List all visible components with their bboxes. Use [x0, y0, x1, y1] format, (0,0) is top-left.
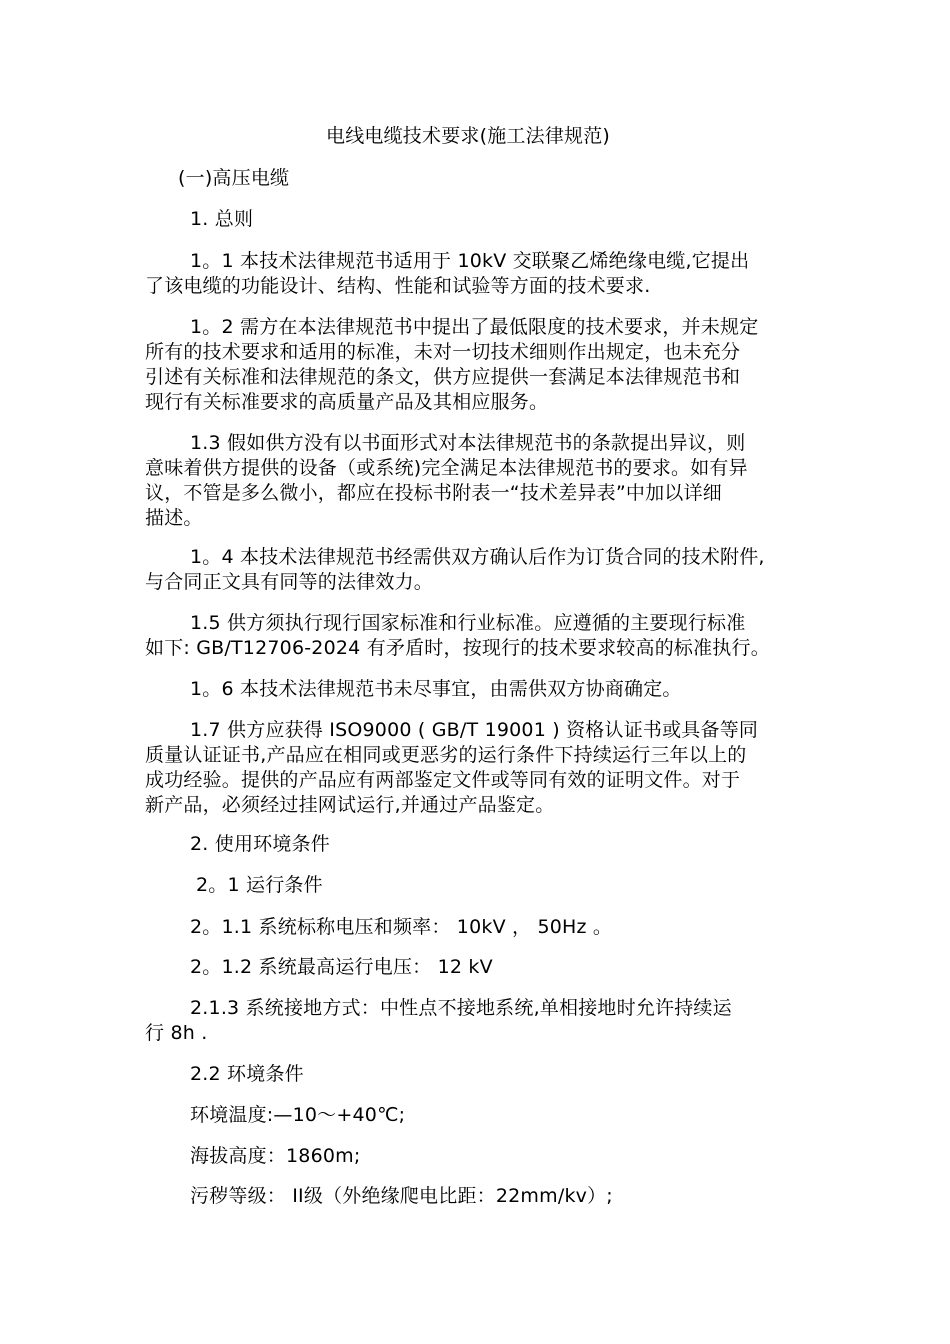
paragraph-1-2-line: 1。2 需方在本法律规范书中提出了最低限度的技术要求，并未规定 — [190, 316, 759, 338]
paragraph-1-4-line: 与合同正文具有同等的法律效力。 — [145, 571, 434, 593]
paragraph-1-5-line: 如下: GB/T12706-2024 有矛盾时，按现行的技术要求较高的标准执行。 — [145, 637, 770, 659]
paragraph-2-1-1: 2。1.1 系统标称电压和频率： 10kV ， 50Hz 。 — [190, 916, 613, 938]
paragraph-2-1-3-line: 行 8h . — [145, 1022, 208, 1044]
paragraph-1-2-line: 引述有关标准和法律规范的条文，供方应提供一套满足本法律规范书和 — [145, 366, 741, 388]
paragraph-1-7-line: 新产品，必须经过挂网试运行,并通过产品鉴定。 — [145, 794, 555, 816]
paragraph-1-3-line: 议，不管是多么微小，都应在投标书附表一“技术差异表”中加以详细 — [145, 482, 722, 504]
paragraph-1-1-line: 了该电缆的功能设计、结构、性能和试验等方面的技术要求. — [145, 275, 651, 297]
paragraph-1-3-line: 意味着供方提供的设备（或系统)完全满足本法律规范书的要求。如有异 — [145, 457, 748, 479]
paragraph-1-7-line: 质量认证证书,产品应在相同或更恶劣的运行条件下持续运行三年以上的 — [145, 744, 747, 766]
paragraph-1-2-line: 所有的技术要求和适用的标准，未对一切技术细则作出规定，也未充分 — [145, 341, 741, 363]
heading-environment: 2.2 环境条件 — [190, 1063, 304, 1085]
paragraph-1-3-line: 1.3 假如供方没有以书面形式对本法律规范书的条款提出异议，则 — [190, 432, 746, 454]
heading-environment-conditions: 2. 使用环境条件 — [190, 833, 330, 855]
heading-operating-conditions: 2。1 运行条件 — [196, 874, 323, 896]
paragraph-1-4-line: 1。4 本技术法律规范书经需供双方确认后作为订货合同的技术附件, — [190, 546, 765, 568]
paragraph-1-2-line: 现行有关标准要求的高质量产品及其相应服务。 — [145, 391, 549, 413]
paragraph-1-5-line: 1.5 供方须执行现行国家标准和行业标准。应遵循的主要现行标准 — [190, 612, 746, 634]
paragraph-1-6: 1。6 本技术法律规范书未尽事宜，由需供双方协商确定。 — [190, 678, 682, 700]
document-title: 电线电缆技术要求(施工法律规范) — [326, 125, 611, 147]
paragraph-1-7-line: 成功经验。提供的产品应有两部鉴定文件或等同有效的证明文件。对于 — [145, 769, 741, 791]
paragraph-1-1-line: 1。1 本技术法律规范书适用于 10kV 交联聚乙烯绝缘电缆,它提出 — [190, 250, 750, 272]
environment-temperature: 环境温度:—10～+40℃; — [190, 1104, 406, 1126]
paragraph-1-3-line: 描述。 — [145, 507, 203, 529]
heading-general: 1. 总则 — [190, 208, 254, 230]
environment-pollution-level: 污秽等级： II级（外绝缘爬电比距：22mm/kv）; — [190, 1185, 613, 1207]
section-heading-high-voltage-cable: (一)高压电缆 — [178, 167, 290, 189]
environment-altitude: 海拔高度：1860m; — [190, 1145, 361, 1167]
paragraph-1-7-line: 1.7 供方应获得 ISO9000 ( GB/T 19001 ) 资格认证书或具备等同 — [190, 719, 759, 741]
paragraph-2-1-3-line: 2.1.3 系统接地方式：中性点不接地系统,单相接地时允许持续运 — [190, 997, 732, 1019]
paragraph-2-1-2: 2。1.2 系统最高运行电压： 12 kV — [190, 956, 493, 978]
